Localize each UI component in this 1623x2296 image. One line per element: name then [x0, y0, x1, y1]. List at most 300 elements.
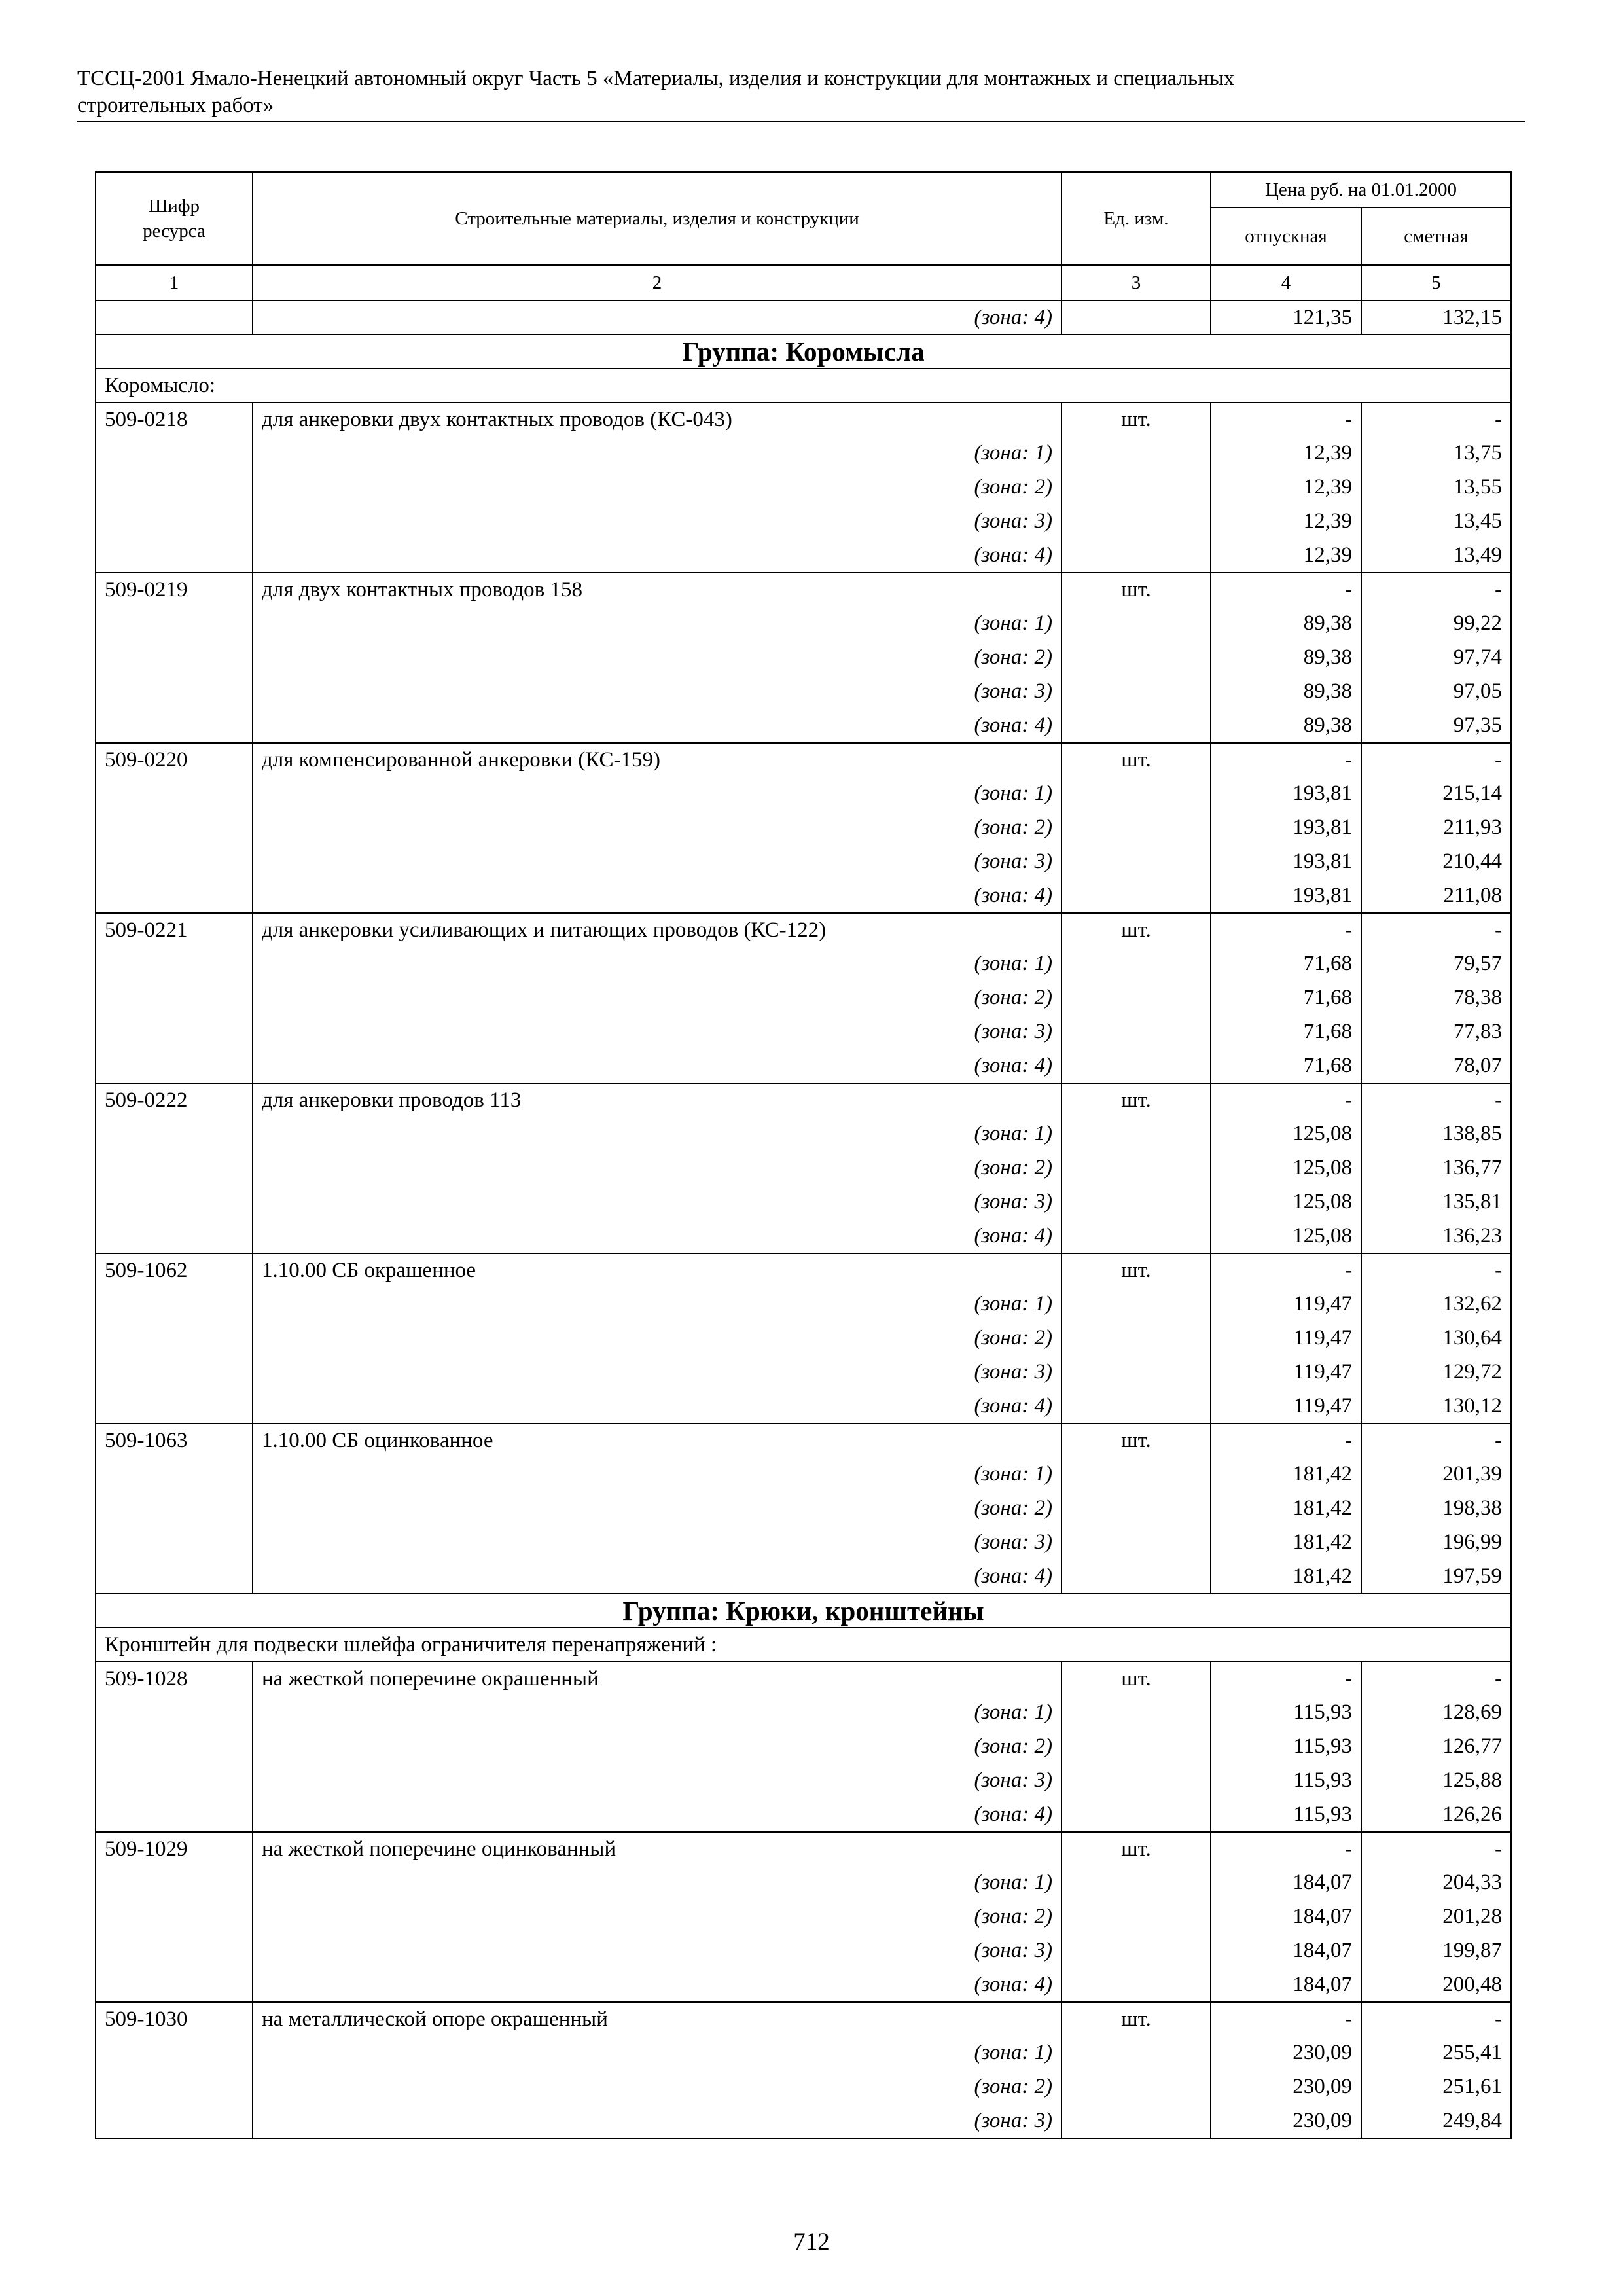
- release-price: 230,09: [1211, 2104, 1361, 2138]
- release-price: 230,09: [1211, 2036, 1361, 2070]
- estimate-price: -: [1361, 403, 1511, 437]
- zone-label: (зона: 2): [253, 471, 1061, 505]
- estimate-price: 196,99: [1361, 1526, 1511, 1560]
- release-price: 181,42: [1211, 1492, 1361, 1526]
- resource-name: на металлической опоре окрашенный: [253, 2002, 1061, 2036]
- release-price: 230,09: [1211, 2070, 1361, 2104]
- code-cell: [96, 1049, 253, 1083]
- zone-label: (зона: 3): [253, 1185, 1061, 1219]
- code-cell: [96, 1287, 253, 1321]
- zone-row: [96, 1117, 1511, 1151]
- release-price: 184,07: [1211, 1968, 1361, 2002]
- resource-row: [96, 913, 1511, 947]
- resource-unit: шт.: [1061, 1083, 1211, 1117]
- zone-row: [96, 879, 1511, 913]
- header-col-number: 5: [1361, 265, 1511, 300]
- unit-cell: [1061, 607, 1211, 641]
- group-title: Группа: Коромысла: [96, 334, 1511, 368]
- resource-unit: шт.: [1061, 1424, 1211, 1458]
- zone-label: (зона: 2): [253, 2070, 1061, 2104]
- code-cell: [96, 981, 253, 1015]
- estimate-price: -: [1361, 2002, 1511, 2036]
- zone-row: [96, 437, 1511, 471]
- document-header: [77, 65, 1525, 119]
- release-price: 89,38: [1211, 607, 1361, 641]
- group-title: Группа: Крюки, кронштейны: [96, 1594, 1511, 1628]
- estimate-price: -: [1361, 743, 1511, 777]
- release-price: 125,08: [1211, 1185, 1361, 1219]
- release-price: 71,68: [1211, 947, 1361, 981]
- unit-cell: [1061, 1287, 1211, 1321]
- estimate-price: 138,85: [1361, 1117, 1511, 1151]
- zone-label: (зона: 2): [253, 1151, 1061, 1185]
- code-cell: [96, 1968, 253, 2002]
- estimate-price: -: [1361, 1424, 1511, 1458]
- resource-row: [96, 573, 1511, 607]
- resource-name: для анкеровки двух контактных проводов (КС-043): [253, 403, 1061, 437]
- header-rule: [77, 121, 1525, 122]
- zone-label: (зона: 4): [253, 300, 1061, 334]
- code-cell: [96, 1355, 253, 1390]
- estimate-price: 97,05: [1361, 675, 1511, 709]
- estimate-price: 132,15: [1361, 300, 1511, 334]
- release-price: 12,39: [1211, 539, 1361, 573]
- estimate-price: 136,23: [1361, 1219, 1511, 1253]
- code-cell: [96, 1321, 253, 1355]
- zone-label: (зона: 1): [253, 607, 1061, 641]
- estimate-price: 78,07: [1361, 1049, 1511, 1083]
- resource-unit: шт.: [1061, 403, 1211, 437]
- release-price: 184,07: [1211, 1934, 1361, 1968]
- zone-row: [96, 947, 1511, 981]
- zone-label: (зона: 4): [253, 1798, 1061, 1832]
- resource-code: 509-0219: [96, 573, 253, 607]
- resource-name: 1.10.00 СБ окрашенное: [253, 1253, 1061, 1287]
- code-cell: [96, 811, 253, 845]
- resource-unit: шт.: [1061, 913, 1211, 947]
- estimate-price: 199,87: [1361, 1934, 1511, 1968]
- unit-cell: [1061, 1526, 1211, 1560]
- estimate-price: 125,88: [1361, 1764, 1511, 1798]
- unit-cell: [1061, 1015, 1211, 1049]
- unit-cell: [1061, 1117, 1211, 1151]
- unit-cell: [1061, 641, 1211, 675]
- estimate-price: 135,81: [1361, 1185, 1511, 1219]
- release-price: 193,81: [1211, 879, 1361, 913]
- zone-label: (зона: 1): [253, 1458, 1061, 1492]
- estimate-price: 211,08: [1361, 879, 1511, 913]
- code-cell: [96, 1526, 253, 1560]
- release-price: 115,93: [1211, 1764, 1361, 1798]
- estimate-price: 13,49: [1361, 539, 1511, 573]
- resource-code: 509-0222: [96, 1083, 253, 1117]
- release-price: 184,07: [1211, 1900, 1361, 1934]
- estimate-price: 129,72: [1361, 1355, 1511, 1390]
- unit-cell: [1061, 1049, 1211, 1083]
- resource-code: 509-0218: [96, 403, 253, 437]
- unit-cell: [1061, 1560, 1211, 1594]
- code-cell: [96, 1798, 253, 1832]
- code-cell: [96, 641, 253, 675]
- unit-cell: [1061, 1151, 1211, 1185]
- resource-unit: шт.: [1061, 1662, 1211, 1696]
- resource-code: 509-0220: [96, 743, 253, 777]
- zone-row: [96, 811, 1511, 845]
- estimate-price: 78,38: [1361, 981, 1511, 1015]
- zone-row: [96, 1219, 1511, 1253]
- estimate-price: 200,48: [1361, 1968, 1511, 2002]
- resource-code: 509-0221: [96, 913, 253, 947]
- release-price: -: [1211, 573, 1361, 607]
- zone-label: (зона: 2): [253, 1321, 1061, 1355]
- resource-name: на жесткой поперечине оцинкованный: [253, 1832, 1061, 1866]
- code-cell: [96, 1696, 253, 1730]
- release-price: 193,81: [1211, 811, 1361, 845]
- unit-cell: [1061, 811, 1211, 845]
- resource-unit: шт.: [1061, 2002, 1211, 2036]
- zone-label: (зона: 3): [253, 2104, 1061, 2138]
- estimate-price: -: [1361, 1662, 1511, 1696]
- release-price: -: [1211, 2002, 1361, 2036]
- estimate-price: 79,57: [1361, 947, 1511, 981]
- release-price: 181,42: [1211, 1526, 1361, 1560]
- zone-row: [96, 539, 1511, 573]
- header-title-line-1: ТССЦ-2001 Ямало-Ненецкий автономный округ Часть 5 «Материалы, изделия и конструкции для монтажных и специальных: [77, 67, 1235, 90]
- zone-label: (зона: 2): [253, 1730, 1061, 1764]
- page-number: 712: [793, 2229, 830, 2255]
- carry-over-row: [96, 300, 1511, 334]
- unit-cell: [1061, 505, 1211, 539]
- zone-row: [96, 709, 1511, 743]
- resource-name: на жесткой поперечине окрашенный: [253, 1662, 1061, 1696]
- estimate-price: -: [1361, 1083, 1511, 1117]
- estimate-price: 126,26: [1361, 1798, 1511, 1832]
- release-price: 119,47: [1211, 1355, 1361, 1390]
- estimate-price: -: [1361, 913, 1511, 947]
- resource-row: [96, 2002, 1511, 2036]
- code-cell: [96, 1185, 253, 1219]
- header-col-number: 1: [96, 265, 253, 300]
- code-cell: [96, 505, 253, 539]
- resource-row: [96, 403, 1511, 437]
- release-price: -: [1211, 913, 1361, 947]
- zone-label: (зона: 1): [253, 1287, 1061, 1321]
- code-cell: [96, 1458, 253, 1492]
- zone-row: [96, 1900, 1511, 1934]
- code-cell: [96, 777, 253, 811]
- zone-row: [96, 1151, 1511, 1185]
- resource-name: 1.10.00 СБ оцинкованное: [253, 1424, 1061, 1458]
- zone-row: [96, 641, 1511, 675]
- zone-label: (зона: 1): [253, 947, 1061, 981]
- zone-row: [96, 981, 1511, 1015]
- code-cell: [96, 1390, 253, 1424]
- estimate-price: 201,39: [1361, 1458, 1511, 1492]
- zone-label: (зона: 4): [253, 1049, 1061, 1083]
- estimate-price: 130,64: [1361, 1321, 1511, 1355]
- header-col-number: 3: [1061, 265, 1211, 300]
- zone-row: [96, 607, 1511, 641]
- zone-label: (зона: 3): [253, 1355, 1061, 1390]
- zone-label: (зона: 3): [253, 1934, 1061, 1968]
- release-price: 119,47: [1211, 1321, 1361, 1355]
- estimate-price: 97,74: [1361, 641, 1511, 675]
- unit-cell: [1061, 709, 1211, 743]
- unit-cell: [1061, 777, 1211, 811]
- release-price: -: [1211, 1083, 1361, 1117]
- release-price: 121,35: [1211, 300, 1361, 334]
- unit-cell: [1061, 1219, 1211, 1253]
- estimate-price: 255,41: [1361, 2036, 1511, 2070]
- resource-name: для анкеровки усиливающих и питающих проводов (КС-122): [253, 913, 1061, 947]
- code-cell: [96, 1934, 253, 1968]
- unit-cell: [1061, 981, 1211, 1015]
- resource-row: [96, 1832, 1511, 1866]
- resource-row: [96, 1253, 1511, 1287]
- zone-label: (зона: 3): [253, 1526, 1061, 1560]
- code-cell: [96, 539, 253, 573]
- estimate-price: 201,28: [1361, 1900, 1511, 1934]
- zone-label: (зона: 4): [253, 879, 1061, 913]
- code-cell: [96, 607, 253, 641]
- estimate-price: 249,84: [1361, 2104, 1511, 2138]
- zone-row: [96, 1696, 1511, 1730]
- zone-label: (зона: 2): [253, 641, 1061, 675]
- unit-cell: [1061, 675, 1211, 709]
- zone-row: [96, 1015, 1511, 1049]
- zone-label: (зона: 2): [253, 1492, 1061, 1526]
- zone-row: [96, 1934, 1511, 1968]
- unit-cell: [1061, 1968, 1211, 2002]
- zone-row: [96, 1730, 1511, 1764]
- estimate-price: 136,77: [1361, 1151, 1511, 1185]
- zone-label: (зона: 1): [253, 1117, 1061, 1151]
- resource-row: [96, 1424, 1511, 1458]
- estimate-price: 204,33: [1361, 1866, 1511, 1900]
- code-cell: [96, 1219, 253, 1253]
- zone-row: [96, 1321, 1511, 1355]
- unit-cell: [1061, 1934, 1211, 1968]
- resource-code: 509-1062: [96, 1253, 253, 1287]
- zone-label: (зона: 3): [253, 505, 1061, 539]
- zone-row: [96, 1764, 1511, 1798]
- release-price: 12,39: [1211, 471, 1361, 505]
- resource-unit: шт.: [1061, 1253, 1211, 1287]
- estimate-price: 99,22: [1361, 607, 1511, 641]
- unit-cell: [1061, 1185, 1211, 1219]
- code-cell: [96, 2036, 253, 2070]
- code-cell: [96, 1900, 253, 1934]
- release-price: -: [1211, 1832, 1361, 1866]
- code-cell: [96, 1866, 253, 1900]
- resource-unit: шт.: [1061, 743, 1211, 777]
- estimate-price: 198,38: [1361, 1492, 1511, 1526]
- unit-cell: [1061, 2104, 1211, 2138]
- subgroup-title: Коромысло:: [96, 368, 1511, 403]
- resource-code: 509-1029: [96, 1832, 253, 1866]
- zone-label: (зона: 4): [253, 709, 1061, 743]
- release-price: -: [1211, 743, 1361, 777]
- zone-row: [96, 505, 1511, 539]
- header-code: Шифр ресурса: [96, 172, 253, 265]
- unit-cell: [1061, 437, 1211, 471]
- zone-label: (зона: 3): [253, 1015, 1061, 1049]
- zone-label: (зона: 2): [253, 1900, 1061, 1934]
- resource-code: 509-1030: [96, 2002, 253, 2036]
- resource-row: [96, 1662, 1511, 1696]
- code-cell: [96, 845, 253, 879]
- zone-label: (зона: 4): [253, 539, 1061, 573]
- zone-row: [96, 1968, 1511, 2002]
- estimate-price: 210,44: [1361, 845, 1511, 879]
- release-price: -: [1211, 1662, 1361, 1696]
- zone-row: [96, 471, 1511, 505]
- estimate-price: -: [1361, 573, 1511, 607]
- unit-cell: [1061, 1866, 1211, 1900]
- header-release: отпускная: [1211, 207, 1361, 265]
- zone-label: (зона: 1): [253, 2036, 1061, 2070]
- estimate-price: -: [1361, 1832, 1511, 1866]
- resource-code: 509-1028: [96, 1662, 253, 1696]
- code-cell: [96, 300, 253, 334]
- resource-unit: шт.: [1061, 573, 1211, 607]
- subgroup-row: [96, 368, 1511, 403]
- release-price: 125,08: [1211, 1117, 1361, 1151]
- zone-label: (зона: 3): [253, 675, 1061, 709]
- header-name: Строительные материалы, изделия и конструкции: [253, 172, 1061, 265]
- release-price: 71,68: [1211, 1015, 1361, 1049]
- subgroup-title: Кронштейн для подвески шлейфа ограничителя перенапряжений :: [96, 1628, 1511, 1662]
- resource-row: [96, 743, 1511, 777]
- zone-row: [96, 1492, 1511, 1526]
- release-price: 71,68: [1211, 981, 1361, 1015]
- zone-row: [96, 1390, 1511, 1424]
- release-price: 12,39: [1211, 505, 1361, 539]
- unit-cell: [1061, 1798, 1211, 1832]
- release-price: 184,07: [1211, 1866, 1361, 1900]
- code-cell: [96, 2070, 253, 2104]
- zone-row: [96, 675, 1511, 709]
- estimate-price: 215,14: [1361, 777, 1511, 811]
- release-price: 181,42: [1211, 1560, 1361, 1594]
- code-cell: [96, 1492, 253, 1526]
- header-estimate: сметная: [1361, 207, 1511, 265]
- group-row: [96, 334, 1511, 368]
- unit-cell: [1061, 1900, 1211, 1934]
- unit-cell: [1061, 1355, 1211, 1390]
- code-cell: [96, 471, 253, 505]
- release-price: 193,81: [1211, 845, 1361, 879]
- unit-cell: [1061, 1696, 1211, 1730]
- zone-label: (зона: 3): [253, 1764, 1061, 1798]
- header-col-number: 4: [1211, 265, 1361, 300]
- zone-row: [96, 1798, 1511, 1832]
- release-price: 125,08: [1211, 1151, 1361, 1185]
- code-cell: [96, 1730, 253, 1764]
- resource-unit: шт.: [1061, 1832, 1211, 1866]
- unit-cell: [1061, 947, 1211, 981]
- table-body: [96, 300, 1511, 2138]
- header-col-number: 2: [253, 265, 1061, 300]
- unit-cell: [1061, 1390, 1211, 1424]
- estimate-price: 13,45: [1361, 505, 1511, 539]
- code-cell: [96, 1117, 253, 1151]
- release-price: 71,68: [1211, 1049, 1361, 1083]
- release-price: -: [1211, 1253, 1361, 1287]
- zone-row: [96, 1866, 1511, 1900]
- group-row: [96, 1594, 1511, 1628]
- zone-row: [96, 777, 1511, 811]
- estimate-price: -: [1361, 1253, 1511, 1287]
- resource-name: для компенсированной анкеровки (КС-159): [253, 743, 1061, 777]
- header-price: Цена руб. на 01.01.2000: [1211, 172, 1511, 207]
- release-price: -: [1211, 403, 1361, 437]
- code-cell: [96, 1560, 253, 1594]
- release-price: 115,93: [1211, 1730, 1361, 1764]
- release-price: 89,38: [1211, 641, 1361, 675]
- unit-cell: [1061, 2070, 1211, 2104]
- estimate-price: 211,93: [1361, 811, 1511, 845]
- unit-cell: [1061, 1764, 1211, 1798]
- release-price: 89,38: [1211, 675, 1361, 709]
- price-table: [95, 171, 1512, 2139]
- zone-row: [96, 1049, 1511, 1083]
- zone-row: [96, 1185, 1511, 1219]
- estimate-price: 126,77: [1361, 1730, 1511, 1764]
- zone-label: (зона: 3): [253, 845, 1061, 879]
- release-price: 181,42: [1211, 1458, 1361, 1492]
- unit-cell: [1061, 2036, 1211, 2070]
- zone-row: [96, 1526, 1511, 1560]
- resource-name: для двух контактных проводов 158: [253, 573, 1061, 607]
- estimate-price: 77,83: [1361, 1015, 1511, 1049]
- zone-label: (зона: 1): [253, 1696, 1061, 1730]
- zone-row: [96, 1560, 1511, 1594]
- unit-cell: [1061, 845, 1211, 879]
- release-price: 193,81: [1211, 777, 1361, 811]
- release-price: 12,39: [1211, 437, 1361, 471]
- zone-row: [96, 845, 1511, 879]
- header-unit: Ед. изм.: [1061, 172, 1211, 265]
- unit-cell: [1061, 1458, 1211, 1492]
- zone-row: [96, 2036, 1511, 2070]
- unit-cell: [1061, 471, 1211, 505]
- resource-name: для анкеровки проводов 113: [253, 1083, 1061, 1117]
- code-cell: [96, 709, 253, 743]
- zone-row: [96, 1287, 1511, 1321]
- zone-label: (зона: 4): [253, 1560, 1061, 1594]
- zone-label: (зона: 1): [253, 437, 1061, 471]
- code-cell: [96, 437, 253, 471]
- code-cell: [96, 879, 253, 913]
- release-price: 119,47: [1211, 1287, 1361, 1321]
- unit-cell: [1061, 879, 1211, 913]
- code-cell: [96, 675, 253, 709]
- estimate-price: 13,75: [1361, 437, 1511, 471]
- unit-cell: [1061, 539, 1211, 573]
- code-cell: [96, 1764, 253, 1798]
- zone-label: (зона: 1): [253, 1866, 1061, 1900]
- unit-cell: [1061, 300, 1211, 334]
- zone-label: (зона: 2): [253, 981, 1061, 1015]
- zone-label: (зона: 4): [253, 1219, 1061, 1253]
- estimate-price: 197,59: [1361, 1560, 1511, 1594]
- unit-cell: [1061, 1321, 1211, 1355]
- resource-code: 509-1063: [96, 1424, 253, 1458]
- estimate-price: 251,61: [1361, 2070, 1511, 2104]
- code-cell: [96, 1151, 253, 1185]
- subgroup-row: [96, 1628, 1511, 1662]
